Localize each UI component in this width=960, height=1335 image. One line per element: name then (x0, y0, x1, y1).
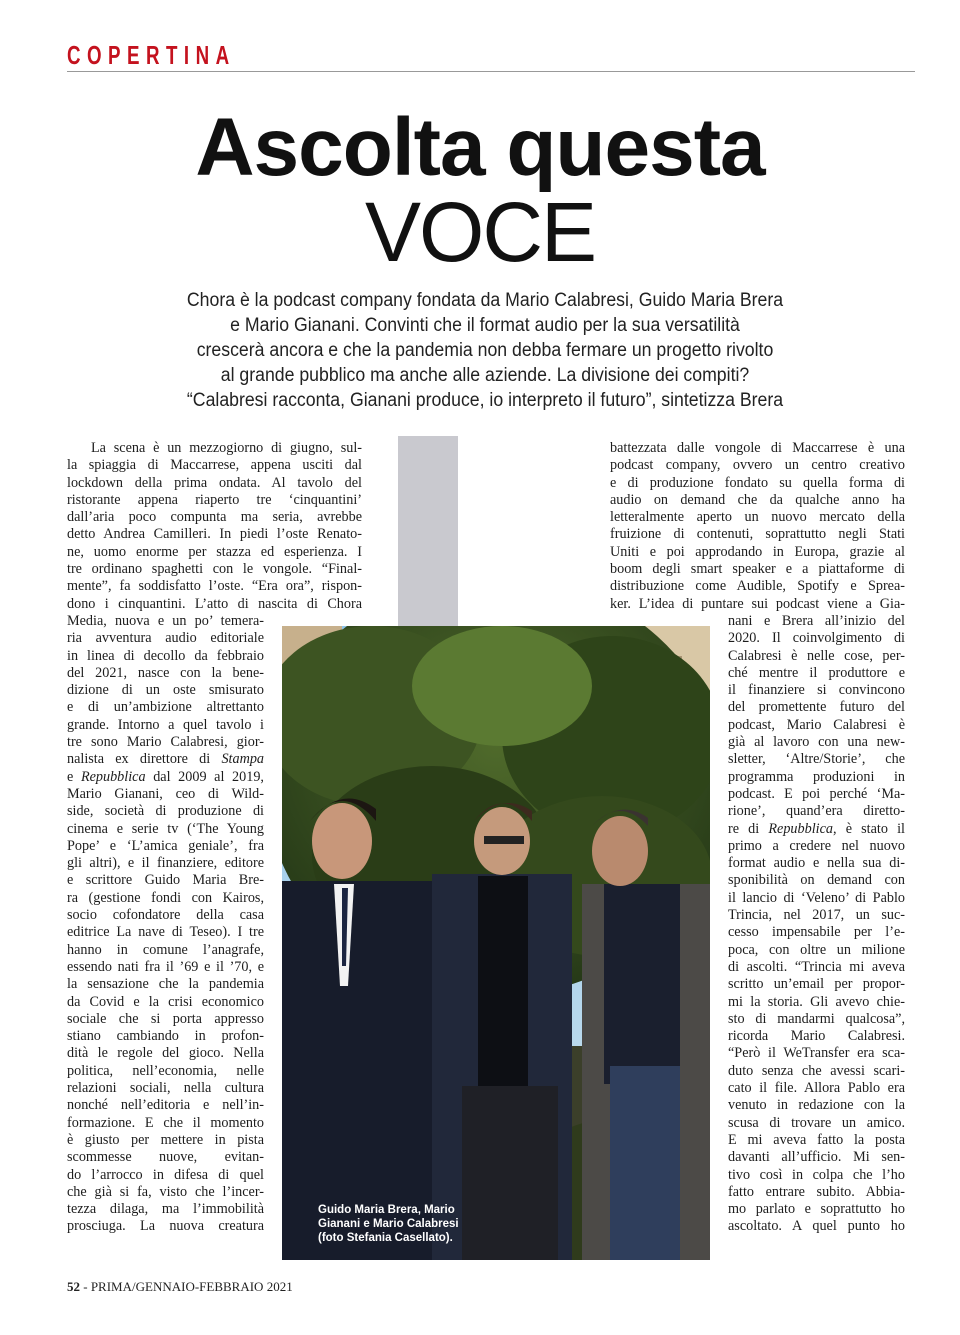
body-line: che già si fa, visto che l’incer- (67, 1183, 264, 1200)
body-column-2-bottom (728, 613, 905, 1236)
body-line: fatto entrare subito. Abbia- (728, 1183, 905, 1200)
body-line: cato il file. Allora Pablo era (728, 1080, 905, 1097)
body-line: ristorante appena riaperto tre ‘cinquantini’ (67, 491, 362, 508)
standfirst-line: Chora è la podcast company fondata da Mario Calabresi, Guido Maria Brera (186, 290, 784, 311)
body-line: formazione. E che il momento (67, 1114, 264, 1131)
body-line: sletter, ‘Altre/Storie’, che (728, 751, 905, 768)
body-line: essendo nati fra il ’69 e il ’70, e (67, 958, 264, 975)
body-line: tre ordinano spaghetti con le vongole. “Final- (67, 561, 362, 578)
body-line: mente”, fa soddisfatto l’oste. “Era ora”, rispon- (67, 578, 362, 595)
body-line: scritto un’email per propor- (728, 976, 905, 993)
body-line: è giusto per mettere in pista (67, 1131, 264, 1148)
headline-line-2: VOCE (364, 185, 596, 279)
body-line: Calabresi è nelle cose, per- (728, 647, 905, 664)
photo-caption (318, 1203, 459, 1245)
body-line: mi la storia. Gli avevo chie- (728, 993, 905, 1010)
body-line: distribuzione come Audible, Spotify e Sprea- (610, 578, 905, 595)
body-line: dono i cinquantini. L’atto di nascita di Chora (67, 595, 362, 612)
body-line: grande. Intorno a quel tavolo i (67, 716, 264, 733)
body-line: gli altri), e il finanziere, editore (67, 855, 264, 872)
standfirst-line: e Mario Gianani. Convinti che il format audio per la sua versatilità (230, 315, 740, 336)
body-line: editrice La nave di Teseo). I tre (67, 924, 264, 941)
body-line: Media, nuova e un po’ temera- (67, 613, 264, 629)
body-line: podcast company, ovvero un centro creativo (610, 457, 905, 474)
section-label: COPERTINA (67, 40, 236, 70)
body-line: boom degli smart speaker e a piattaforme di (610, 561, 905, 578)
cover-photo (282, 626, 710, 1260)
body-line: nonché nell’editoria e nell’in- (67, 1097, 264, 1114)
body-line: la sensazione che la pandemia (67, 976, 264, 993)
body-line: letteralmente aperto un nuovo mercato della (610, 509, 905, 526)
caption-line: Gianani e Mario Calabresi (318, 1218, 459, 1230)
body-line: in linea di decollo da febbraio (67, 647, 264, 664)
standfirst-line: “Calabresi racconta, Gianani produce, io interpreto il futuro”, sintetizza Brera (186, 390, 784, 411)
body-line: podcast, Mario Calabresi è (728, 716, 905, 733)
body-line: davanti all’ufficio. Mi sen- (728, 1149, 905, 1166)
body-line: do l’arrocco in difesa di quel (67, 1166, 264, 1183)
body-line: dall’aria poco compunta ma seria, avrebbe (67, 509, 362, 526)
body-line: sto di mandarmi qualcosa”, (728, 1010, 905, 1027)
body-line: side, società di produzione di (67, 803, 264, 820)
body-line: del 2021, nasce con la bene- (67, 664, 264, 681)
body-line: nani e Brera all’inizio del (728, 613, 905, 629)
body-column-1-bottom (67, 613, 264, 1236)
body-line: Pope’ e ‘L’amica geniale’, fra (67, 837, 264, 854)
body-line: sociale che si porta appresso (67, 1010, 264, 1027)
body-column-2-top (610, 440, 905, 613)
body-line: di ascolti. “Trincia mi aveva (728, 958, 905, 975)
body-line: duto senza che avessi scari- (728, 1062, 905, 1079)
body-line: nalista ex direttore di Stampa (67, 751, 264, 768)
body-line: ker. L’idea di puntare sui podcast viene a Gia- (610, 595, 905, 612)
body-line: format audio e nella sua di- (728, 855, 905, 872)
body-line: “Però il WeTransfer era sca- (728, 1045, 905, 1062)
footer-issue: - PRIMA/GENNAIO-FEBBRAIO 2021 (80, 1279, 293, 1294)
body-line: audio on demand che da qualche anno ha (610, 491, 905, 508)
body-line: E mi aveva fatto la posta (728, 1131, 905, 1148)
body-line: sponibilità on demand con (728, 872, 905, 889)
body-line: cinema e serie tv (‘The Young (67, 820, 264, 837)
body-line: politica, nell’economia, nelle (67, 1062, 264, 1079)
body-line: rione’, quand’era diretto- (728, 803, 905, 820)
body-line: re di Repubblica, è stato il (728, 820, 905, 837)
body-line: La scena è un mezzogiorno di giugno, sul- (91, 440, 362, 456)
body-line: socio cofondatore della casa (67, 907, 264, 924)
body-line: ascoltato. A quel punto ho (728, 1218, 905, 1235)
body-line: Trincia, nel 2017, un suc- (728, 907, 905, 924)
body-line: fruizione di contenuti, soprattutto negli Stati (610, 526, 905, 543)
caption-line: (foto Stefania Casellato). (318, 1232, 453, 1244)
body-line: già al lavoro con una new- (728, 734, 905, 751)
body-line: prosciuga. La nuova creatura (67, 1218, 264, 1235)
body-line: dizione di un oste smisurato (67, 682, 264, 699)
body-line: podcast. E poi perché ‘Ma- (728, 785, 905, 802)
body-line: ria avventura audio editoriale (67, 630, 264, 647)
body-line: e di un’ambizione altrettanto (67, 699, 264, 716)
header-rule (67, 71, 915, 72)
body-line: ra (gestione fondi con Kairos, (67, 889, 264, 906)
body-line: stiano cambiando in profon- (67, 1028, 264, 1045)
standfirst-line: al grande pubblico ma anche alle aziende. La divisione dei compiti? (220, 365, 750, 386)
body-line: e di produzione fondato su quella forma di (610, 474, 905, 491)
body-line: Uniti e poi approdando in Europa, grazie al (610, 543, 905, 560)
headline-line-1: Ascolta questa (195, 102, 765, 193)
body-line: cesso impensabile per l’e- (728, 924, 905, 941)
body-line: poca, con oltre un milione (728, 941, 905, 958)
body-line: battezzata dalle vongole di Maccarrese è una (610, 440, 905, 456)
body-line: ne, uomo enorme per stazza ed esperienza. I (67, 543, 362, 560)
body-line: il lancio di ‘Veleno’ di Pablo (728, 889, 905, 906)
standfirst-line: crescerà ancora e che la pandemia non debba fermare un progetto rivolto (196, 340, 774, 361)
body-line: programma produzioni in (728, 768, 905, 785)
body-line: tre sono Mario Calabresi, gior- (67, 734, 264, 751)
body-line: relazioni sociali, nella cultura (67, 1080, 264, 1097)
body-line: hanno in comune l’anagrafe, (67, 941, 264, 958)
body-line: ricorda Mario Calabresi. (728, 1028, 905, 1045)
body-column-1-top (67, 440, 362, 613)
caption-line: Guido Maria Brera, Mario (318, 1204, 455, 1216)
body-line: e Repubblica dal 2009 al 2019, (67, 768, 264, 785)
body-line: primo a credere nel nuovo (728, 837, 905, 854)
body-line: tivo così in colpa che l’ho (728, 1166, 905, 1183)
body-line: del promettente futuro del (728, 699, 905, 716)
body-line: 2020. Il coinvolgimento di (728, 630, 905, 647)
body-line: ché mentre il produttore e (728, 664, 905, 681)
body-line: dità le regole del gioco. Nella (67, 1045, 264, 1062)
page-footer (67, 1279, 293, 1295)
body-line: il finanziere si convincono (728, 682, 905, 699)
page-number: 52 (67, 1279, 80, 1294)
body-line: venuto in redazione con la (728, 1097, 905, 1114)
standfirst (164, 288, 806, 413)
body-line: lockdown della prima ondata. Al tavolo del (67, 474, 362, 491)
body-line: scusa di trovare un amico. (728, 1114, 905, 1131)
body-line: da Covid e la crisi economico (67, 993, 264, 1010)
body-line: Mario Gianani, ceo di Wild- (67, 785, 264, 802)
body-line: tezza dilaga, ma l’immobilità (67, 1201, 264, 1218)
body-line: detto Andrea Camilleri. In piedi l’oste Renato- (67, 526, 362, 543)
body-line: la spiaggia di Maccarrese, appena usciti dal (67, 457, 362, 474)
body-line: scommesse nuove, evitan- (67, 1149, 264, 1166)
body-line: mo parlato e soprattutto ho (728, 1201, 905, 1218)
body-line: e scrittore Guido Maria Bre- (67, 872, 264, 889)
